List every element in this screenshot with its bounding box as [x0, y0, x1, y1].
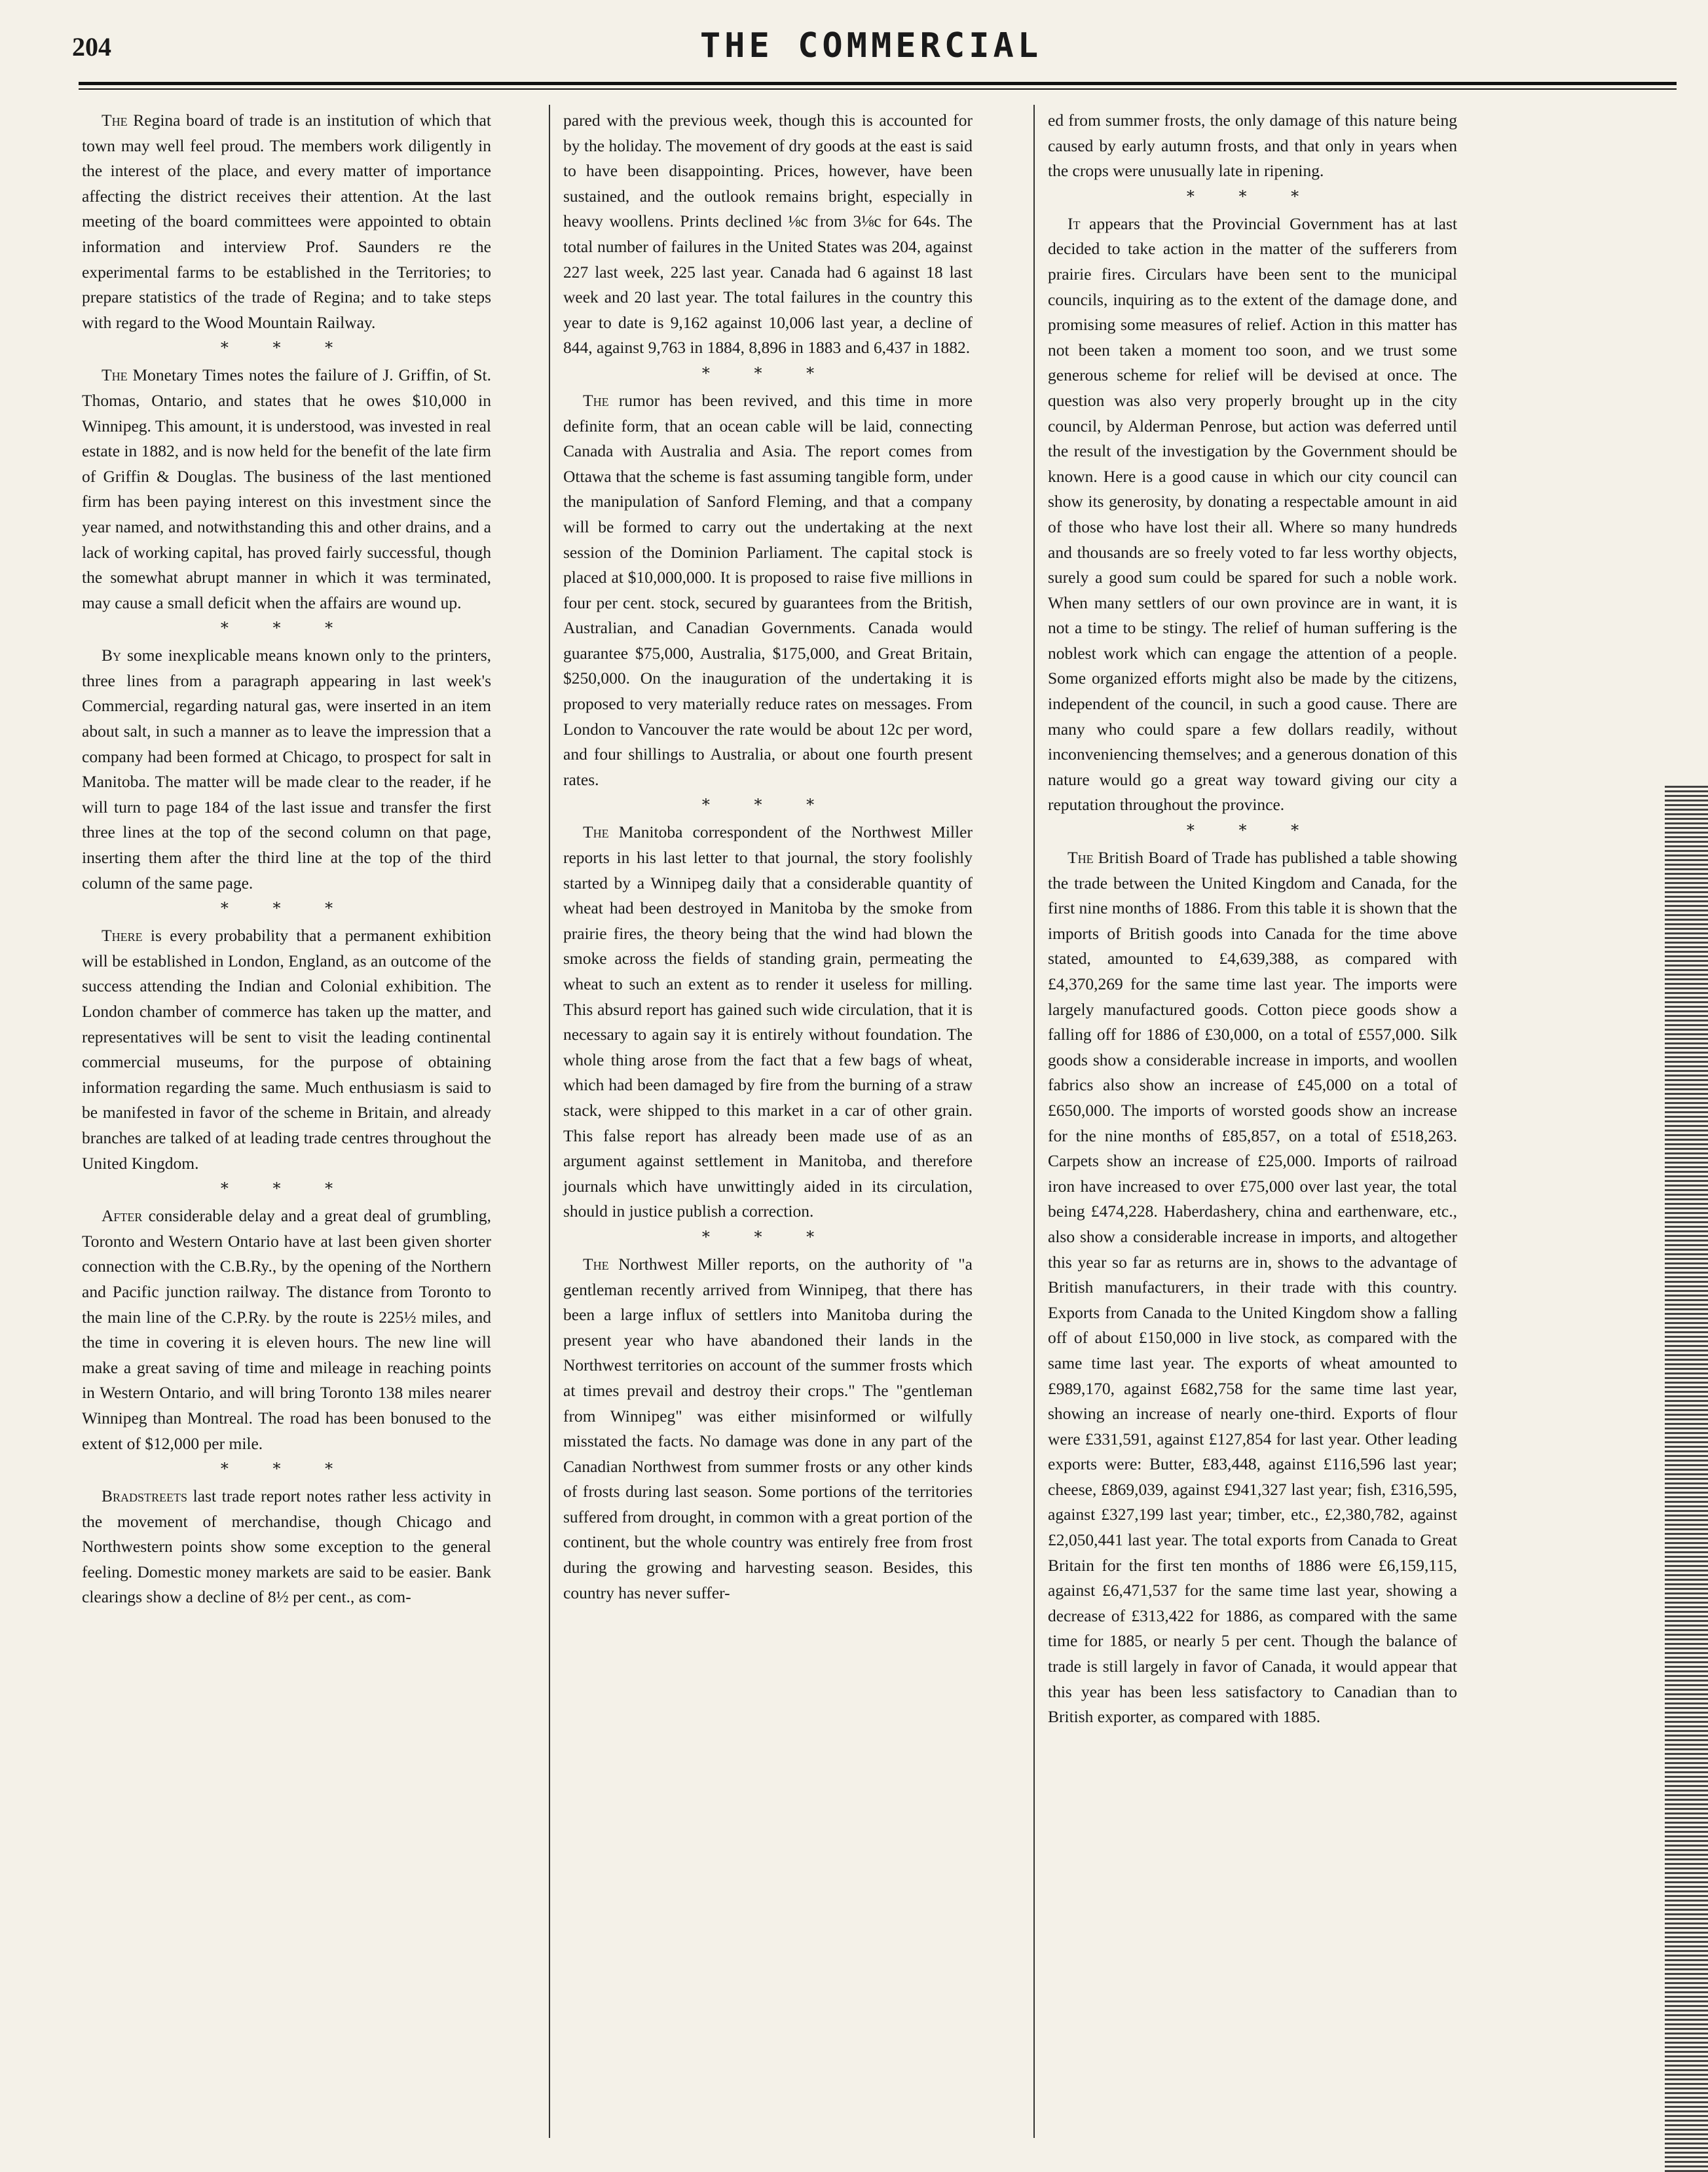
column-divider [549, 105, 550, 2138]
article-bradstreets [82, 1484, 491, 1610]
article-lead: It [1068, 213, 1081, 233]
page-header [72, 26, 1670, 72]
article-text: some inexplicable means known only to the printers, three lines from a paragraph appearing in last week's Commercial, regarding natural gas, were inserted in an item about salt, in such a manner as to leave the impression that a company had been formed at Chicago, to prospect for salt in Manitoba. The matter will be made clear to the reader, if he will turn to page 184 of the last issue and transfer the first three lines at the top of the second column on that page, inserting them after the third line at the top of the third column of the same page. [82, 646, 491, 893]
article-lead: The [102, 111, 128, 130]
article-text: rumor has been revived, and this time in more definite form, that an ocean cable will be laid, connecting Canada with Australia and Asia. The report comes from Ottawa that the scheme is fast assuming tangible form, under the manipulation of Sanford Fleming, and that a company will be formed to carry out the undertaking at the next session of the Dominion Parliament. The capital stock is placed at $10,000,000. It is proposed to raise five millions in four per cent. stock, secured by guarantees from the British, Australian, and Canadian Governments. Canada would guarantee $75,000, Australia, $175,000, and Great Britain, $250,000. On the inauguration of the undertaking it is proposed to very materially reduce rates on messages. From London to Vancouver the rate would be about 12c per word, and four shillings to Australia, or about one fourth present rates. [563, 390, 973, 789]
section-separator: * * * [220, 1179, 353, 1198]
scan-edge-artifact [1665, 786, 1708, 2172]
article-text: last trade report notes rather less activity in the movement of merchandise, though Chicago and Northwestern points show some exception to the general feeling. Domestic money markets are said to be easier. Bank clearings show a decline of 8½ per cent., as com- [82, 1486, 491, 1607]
article-summer-frosts [563, 1252, 973, 1606]
article-wheat-smoke [563, 820, 973, 1224]
page-number: 204 [72, 32, 111, 62]
article-text: Northwest Miller reports, on the authority of "a gentleman recently arrived from Winnipeg, that there has been a large influx of settlers into Manitoba during the present year who have abandoned their lands in the Northwest territories on account of the summer frosts which at times prevail and destroy their crops." The "gentleman from Winnipeg" was either misinformed or wilfully misstated the facts. No damage was done in any part of the Canadian Northwest from summer frosts or any other kinds of frosts during last season. Some portions of the territories suffered from drought, in common with a great portion of the continent, but the whole country was entirely free from frost during the growing and harvesting season. Besides, this country has never suffer- [563, 1254, 973, 1602]
column-divider [1033, 105, 1035, 2138]
section-separator: * * * [1186, 187, 1319, 206]
article-lead: After [102, 1206, 143, 1226]
article-lead: By [102, 646, 122, 665]
article-lead: The [583, 390, 609, 410]
article-text: British Board of Trade has published a table showing the trade between the United Kingdom and Canada, for the first nine months of 1886. From this table it is shown that the imports of British goods into Canada for the time above stated, amounted to £4,639,388, as compared with £4,370,269 for the same time last year. The imports were largely manufactured goods. Cotton piece goods show a falling off for 1886 of £30,000, on a total of £557,000. Silk goods show a considerable increase in imports, and woollen fabrics also show an increase of £45,000 on a total of £650,000. The imports of worsted goods show an increase for the nine months of £85,857, on a total of £518,263. Carpets show an increase of £25,000. Imports of railroad iron have increased to over £75,000 over last year, the total being £474,228. Haberdashery, china and earthenware, etc., also show a considerable increase in imports, and altogether this year so far as returns are in, shows to the advantage of British manufacturers, in their trade with this country. Exports from Canada to the United Kingdom show a falling off of about £150,000 in live stock, as compared with the same time last year. The exports of wheat amounted to £989,170, against £682,758 for the same time last year, showing an increase of nearly one-third. Exports of flour were £331,591, against £127,854 for last year. Other leading exports were: Butter, £83,448, against £116,596 last year; cheese, £869,039, against £941,327 last year; fish, £316,595, against £327,199 last year; timber, etc., £2,380,782, against £2,050,441 last year. The total exports from Canada to Great Britain for the first ten months of 1886 were £6,159,115, against £6,471,537 for the same time last year, showing a decrease of £313,422 for 1886, as compared with the same time for 1885, or nearly 5 per cent. Though the balance of trade is still largely in favor of Canada, it would appear that this year has been less satisfactory to Canadian than to British exporter, as compared with 1885. [1048, 848, 1457, 1727]
article-lead: The [1068, 848, 1094, 868]
article-junction-railway [82, 1204, 491, 1456]
section-separator: * * * [701, 1227, 834, 1246]
section-separator: * * * [220, 619, 353, 638]
header-rule-thin [79, 88, 1677, 90]
article-lead: The [583, 1254, 609, 1274]
header-rule-thick [79, 82, 1677, 85]
column-3 [1048, 108, 1457, 1730]
article-ocean-cable [563, 388, 973, 793]
article-regina-board [82, 108, 491, 335]
section-separator: * * * [701, 796, 834, 815]
article-text: pared with the previous week, though this is accounted for by the holiday. The movement of dry goods at the east is said to have been disappointing. Prices, however, have been sustained, and the outlook remains bright, especially in heavy woollens. Prints declined ⅛c from 3⅛c for 64s. The total number of failures in the United States was 204, against 227 last week, 225 last year. Canada had 6 against 18 last week and 20 last year. The total failures in the country this year to date is 9,162 against 10,006 last year, a decline of 844, against 9,763 in 1884, 8,896 in 1883 and 6,437 in 1882. [563, 111, 973, 358]
article-text: is every probability that a permanent exhibition will be established in London, England, as an outcome of the success attending the Indian and Colonial exhibition. The London chamber of commerce has taken up the matter, and representatives will be sent to visit the leading continental commercial museums, for the purpose of obtaining information regarding the same. Much enthusiasm is said to be manifested in favor of the scheme in Britain, and already branches are talked of at leading trade centres throughout the United Kingdom. [82, 926, 491, 1173]
article-london-exhibition [82, 923, 491, 1176]
article-printer-error [82, 643, 491, 896]
article-text: appears that the Provincial Government has at last decided to take action in the matter of the sufferers from prairie fires. Circulars have been sent to the municipal councils, inquiring as to the extent of the damage done, and promising some measures of relief. Action in this matter has not been taken a moment too soon, and we trust some generous scheme for relief will be devised at once. The question was also very properly brought up in the city council, by Alderman Penrose, but action was deferred until the result of the investigation by the Government should be known. Here is a good cause in which our city council can show its generosity, by donating a respectable amount in aid of those who have lost their all. Where so many hundreds and thousands are so freely voted to far less worthy objects, surely a good sum could be spared for such a noble work. When many settlers of our own province are in want, it is not a time to be stingy. The relief of human suffering is the noblest work which can engage the attention of a people. Some organized efforts might also be made by the citizens, independent of the council, in such a good cause. There are many who could spare a few dollars readily, without inconveniencing themselves; and a generous donation of this nature would go a great way toward giving our city a reputation throughout the province. [1048, 213, 1457, 815]
article-griffin-failure [82, 363, 491, 616]
article-lead: The [583, 822, 609, 842]
section-separator: * * * [220, 899, 353, 918]
article-text: Manitoba correspondent of the Northwest Miller reports in his last letter to that journal, the story foolishly started by a Winnipeg daily that a considerable quantity of wheat had been destroyed in Manitoba by the smoke from prairie fires, the theory being that the wind had blown the smoke across the fields of standing grain, permeating the wheat to such an extent as to render it useless for milling. This absurd report has gained such wide circulation, that it is necessary to again say it is entirely without foundation. The whole thing arose from the fact that a few bags of wheat, which had been damaged by fire from the burning of a straw stack, were shipped to this market in a car of other grain. This false report has already been made use of as an argument against settlement in Manitoba, and therefore journals which have unwittingly aided in its circulation, should in justice publish a correction. [563, 822, 973, 1221]
column-2 [563, 108, 973, 1606]
article-text: Regina board of trade is an institution of which that town may well feel proud. The members work diligently in the interest of the place, and every matter of importance affecting the district receives their attention. At the last meeting of the board committees were appointed to obtain information and interview Prof. Saunders re the experimental farms to be established in the Territories; to prepare statistics of the trade of Regina; and to take steps with regard to the Wood Mountain Railway. [82, 111, 491, 332]
article-board-of-trade [1048, 845, 1457, 1730]
article-lead: The [102, 365, 128, 385]
section-separator: * * * [1186, 821, 1319, 840]
article-text: Monetary Times notes the failure of J. Griffin, of St. Thomas, Ontario, and states that he owes $10,000 in Winnipeg. This amount, it is understood, was invested in real estate in 1882, and is now held for the benefit of the late firm of Griffin & Douglas. The business of the last mentioned firm has been paying interest on this investment since the year named, and notwithstanding this and other drains, and a lack of working capital, has proved fairly successful, though the somewhat abrupt manner in which it was terminated, may cause a small deficit when the affairs are wound up. [82, 365, 491, 612]
article-bradstreets-continued [563, 108, 973, 361]
masthead-title: THE COMMERCIAL [699, 26, 1043, 65]
column-1 [82, 108, 491, 1610]
article-prairie-fires [1048, 212, 1457, 818]
section-separator: * * * [220, 339, 353, 358]
article-text: ed from summer frosts, the only damage of this nature being caused by early autumn frosts, and that only in years when the crops were unusually late in ripening. [1048, 111, 1457, 181]
article-text: considerable delay and a great deal of grumbling, Toronto and Western Ontario have at last been given shorter connection with the C.B.Ry., by the opening of the Northern and Pacific junction railway. The distance from Toronto to the main line of the C.P.Ry. by the route is 225½ miles, and the time in covering it is eleven hours. The new line will make a great saving of time and mileage in reaching points in Western Ontario, and will bring Toronto 138 miles nearer Winnipeg than Montreal. The road has been bonused to the extent of $12,000 per mile. [82, 1206, 491, 1453]
article-summer-frosts-continued [1048, 108, 1457, 184]
section-separator: * * * [701, 363, 834, 382]
section-separator: * * * [220, 1460, 353, 1479]
article-lead: There [102, 926, 143, 946]
article-lead: Bradstreets [102, 1486, 188, 1506]
